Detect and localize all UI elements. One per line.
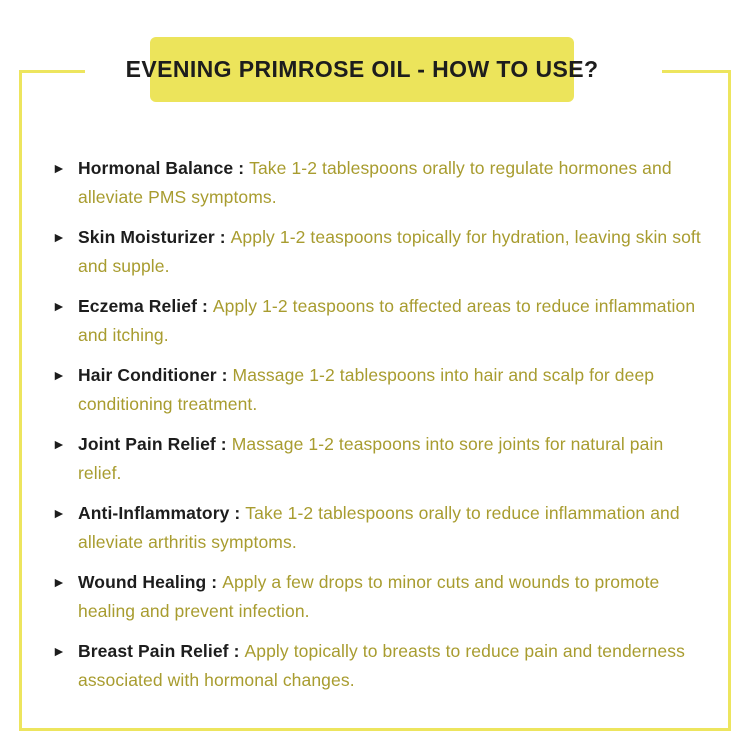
- frame-top-left-line: [19, 70, 85, 73]
- item-description: Take 1-2 tablespoons orally to reduce inflammation and alleviate arthritis symptoms.: [78, 503, 680, 552]
- item-label: Hormonal Balance :: [78, 158, 245, 178]
- frame-right-line: [728, 70, 731, 731]
- item-label: Breast Pain Relief :: [78, 641, 240, 661]
- item-text: [78, 568, 702, 626]
- arrow-bullet-icon: ►: [52, 367, 66, 383]
- item-description: Apply 1-2 teaspoons to affected areas to reduce inflammation and itching.: [78, 296, 696, 345]
- item-text: [78, 292, 702, 350]
- item-text: [78, 499, 702, 557]
- item-text: [78, 430, 702, 488]
- item-label: Joint Pain Relief :: [78, 434, 227, 454]
- item-text: [78, 154, 702, 212]
- list-item: [52, 430, 702, 488]
- item-label: Anti-Inflammatory :: [78, 503, 241, 523]
- frame-top-right-line: [662, 70, 731, 73]
- item-label: Eczema Relief :: [78, 296, 208, 316]
- page-title: EVENING PRIMROSE OIL - HOW TO USE?: [125, 56, 599, 82]
- item-label: Hair Conditioner :: [78, 365, 228, 385]
- item-description: Massage 1-2 tablespoons into hair and scalp for deep conditioning treatment.: [78, 365, 655, 414]
- item-label: Wound Healing :: [78, 572, 218, 592]
- list-item: [52, 637, 702, 695]
- arrow-bullet-icon: ►: [52, 229, 66, 245]
- frame-bottom-line: [19, 728, 731, 731]
- usage-list: [52, 154, 702, 706]
- frame-left-line: [19, 70, 22, 731]
- arrow-bullet-icon: ►: [52, 643, 66, 659]
- arrow-bullet-icon: ►: [52, 505, 66, 521]
- list-item: [52, 223, 702, 281]
- arrow-bullet-icon: ►: [52, 574, 66, 590]
- item-description: Massage 1-2 teaspoons into sore joints for natural pain relief.: [78, 434, 664, 483]
- item-text: [78, 223, 702, 281]
- item-description: Apply 1-2 teaspoons topically for hydration, leaving skin soft and supple.: [78, 227, 701, 276]
- arrow-bullet-icon: ►: [52, 160, 66, 176]
- list-item: [52, 292, 702, 350]
- title-banner: [125, 37, 599, 102]
- item-text: [78, 637, 702, 695]
- item-text: [78, 361, 702, 419]
- item-description: Apply a few drops to minor cuts and wounds to promote healing and prevent infection.: [78, 572, 660, 621]
- item-label: Skin Moisturizer :: [78, 227, 226, 247]
- list-item: [52, 499, 702, 557]
- item-description: Apply topically to breasts to reduce pain and tenderness associated with hormonal changes.: [78, 641, 685, 690]
- list-item: [52, 568, 702, 626]
- arrow-bullet-icon: ►: [52, 298, 66, 314]
- arrow-bullet-icon: ►: [52, 436, 66, 452]
- list-item: [52, 154, 702, 212]
- item-description: Take 1-2 tablespoons orally to regulate hormones and alleviate PMS symptoms.: [78, 158, 672, 207]
- list-item: [52, 361, 702, 419]
